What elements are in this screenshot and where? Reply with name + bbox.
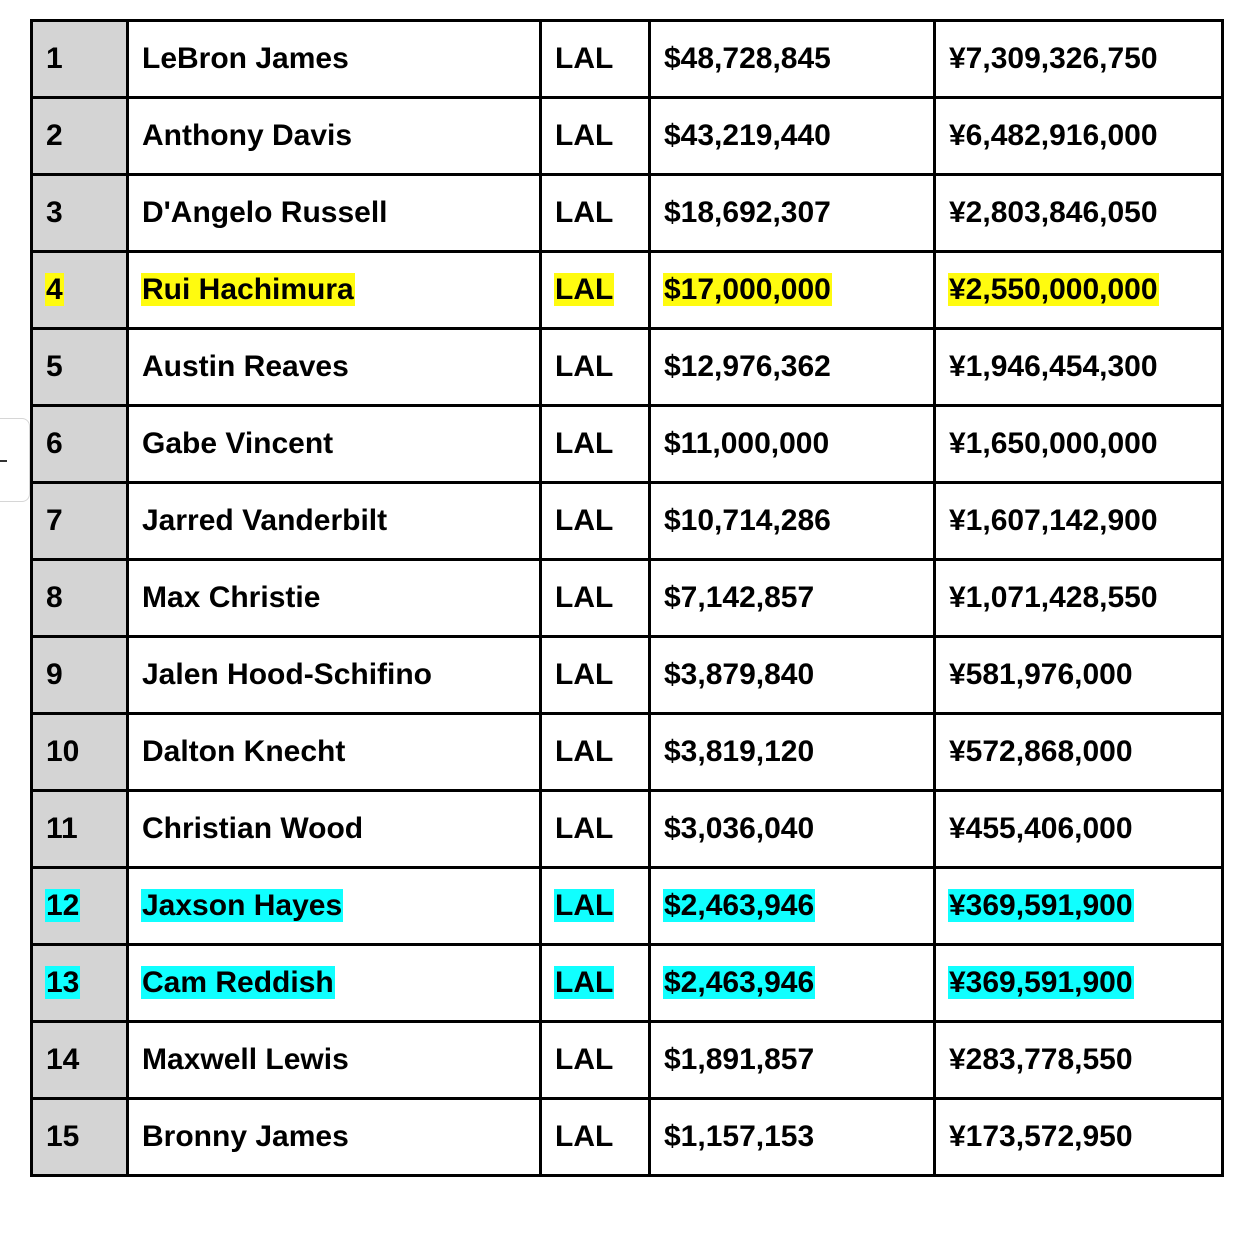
player-name-cell[interactable] xyxy=(128,98,541,175)
salary-usd-text: $7,142,857 xyxy=(664,581,815,614)
rank-text: 15 xyxy=(46,1120,80,1153)
team-text: LAL xyxy=(555,1043,614,1076)
salary-jpy-cell[interactable] xyxy=(935,406,1223,483)
player-name-text: Rui Hachimura xyxy=(142,273,354,306)
team-text: LAL xyxy=(555,581,614,614)
player-name-text: Dalton Knecht xyxy=(142,735,346,768)
team-cell[interactable] xyxy=(541,329,650,406)
player-name-cell[interactable] xyxy=(128,329,541,406)
player-name-text: Max Christie xyxy=(142,581,321,614)
salary-jpy-text: ¥369,591,900 xyxy=(949,889,1133,922)
player-name-text: Jaxson Hayes xyxy=(142,889,343,922)
rank-text: 5 xyxy=(46,350,63,383)
rank-text: 4 xyxy=(46,273,63,306)
rank-text: 8 xyxy=(46,581,63,614)
salary-jpy-text: ¥2,803,846,050 xyxy=(949,196,1158,229)
player-name-cell[interactable] xyxy=(128,1022,541,1099)
salary-usd-cell[interactable] xyxy=(650,1099,935,1176)
team-text: LAL xyxy=(555,504,614,537)
rank-text: 12 xyxy=(46,889,80,922)
team-text: LAL xyxy=(555,427,614,460)
salary-jpy-cell[interactable] xyxy=(935,98,1223,175)
salary-usd-text: $2,463,946 xyxy=(664,966,815,999)
team-cell[interactable] xyxy=(541,791,650,868)
team-text: LAL xyxy=(555,889,614,922)
table-row xyxy=(32,714,1223,791)
team-text: LAL xyxy=(555,658,614,691)
player-name-cell[interactable] xyxy=(128,1099,541,1176)
team-cell[interactable] xyxy=(541,637,650,714)
rank-text: 1 xyxy=(46,42,63,75)
table-row xyxy=(32,791,1223,868)
salary-usd-cell[interactable] xyxy=(650,175,935,252)
player-name-text: Jarred Vanderbilt xyxy=(142,504,388,537)
salary-usd-text: $18,692,307 xyxy=(664,196,831,229)
salary-jpy-text: ¥1,607,142,900 xyxy=(949,504,1158,537)
player-name-text: Jalen Hood-Schifino xyxy=(142,658,433,691)
player-name-cell[interactable] xyxy=(128,483,541,560)
rank-cell[interactable] xyxy=(32,483,128,560)
salary-usd-text: $12,976,362 xyxy=(664,350,831,383)
rank-text: 3 xyxy=(46,196,63,229)
rank-cell[interactable] xyxy=(32,791,128,868)
team-text: LAL xyxy=(555,119,614,152)
salary-usd-cell[interactable] xyxy=(650,329,935,406)
salary-usd-text: $17,000,000 xyxy=(664,273,831,306)
rank-cell[interactable] xyxy=(32,945,128,1022)
salary-jpy-cell[interactable] xyxy=(935,483,1223,560)
salary-jpy-text: ¥1,650,000,000 xyxy=(949,427,1158,460)
team-cell[interactable] xyxy=(541,98,650,175)
table-row xyxy=(32,1099,1223,1176)
salary-jpy-cell[interactable] xyxy=(935,791,1223,868)
table-row xyxy=(32,483,1223,560)
salary-jpy-text: ¥1,946,454,300 xyxy=(949,350,1158,383)
rank-cell[interactable] xyxy=(32,252,128,329)
rank-cell[interactable] xyxy=(32,1022,128,1099)
salary-usd-cell[interactable] xyxy=(650,252,935,329)
rank-text: 9 xyxy=(46,658,63,691)
table-row xyxy=(32,945,1223,1022)
rank-cell[interactable] xyxy=(32,98,128,175)
team-cell[interactable] xyxy=(541,945,650,1022)
rank-text: 14 xyxy=(46,1043,80,1076)
salary-jpy-cell[interactable] xyxy=(935,637,1223,714)
team-cell[interactable] xyxy=(541,714,650,791)
table-row xyxy=(32,98,1223,175)
rank-text: 11 xyxy=(46,812,78,845)
salary-jpy-cell[interactable] xyxy=(935,329,1223,406)
salary-jpy-cell[interactable] xyxy=(935,868,1223,945)
salary-jpy-text: ¥7,309,326,750 xyxy=(949,42,1158,75)
salary-jpy-text: ¥455,406,000 xyxy=(949,812,1133,845)
team-text: LAL xyxy=(555,966,614,999)
rank-text: 10 xyxy=(46,735,80,768)
salary-table-body xyxy=(32,21,1223,1176)
salary-jpy-cell[interactable] xyxy=(935,252,1223,329)
player-name-text: Austin Reaves xyxy=(142,350,349,383)
team-cell[interactable] xyxy=(541,252,650,329)
salary-jpy-cell[interactable] xyxy=(935,21,1223,98)
player-name-cell[interactable] xyxy=(128,252,541,329)
team-text: LAL xyxy=(555,735,614,768)
table-row xyxy=(32,868,1223,945)
table-row xyxy=(32,1022,1223,1099)
salary-jpy-cell[interactable] xyxy=(935,1099,1223,1176)
table-row xyxy=(32,252,1223,329)
rank-cell[interactable] xyxy=(32,637,128,714)
team-text: LAL xyxy=(555,196,614,229)
player-name-text: D'Angelo Russell xyxy=(142,196,388,229)
rank-cell[interactable] xyxy=(32,560,128,637)
salary-usd-text: $1,157,153 xyxy=(664,1120,815,1153)
salary-usd-text: $3,879,840 xyxy=(664,658,815,691)
team-cell[interactable] xyxy=(541,868,650,945)
player-name-text: Gabe Vincent xyxy=(142,427,334,460)
player-name-text: Bronny James xyxy=(142,1120,349,1153)
table-row xyxy=(32,329,1223,406)
salary-jpy-cell[interactable] xyxy=(935,945,1223,1022)
player-name-cell[interactable] xyxy=(128,560,541,637)
salary-usd-cell[interactable] xyxy=(650,714,935,791)
salary-jpy-text: ¥6,482,916,000 xyxy=(949,119,1158,152)
salary-usd-cell[interactable] xyxy=(650,945,935,1022)
player-name-cell[interactable] xyxy=(128,945,541,1022)
salary-usd-text: $1,891,857 xyxy=(664,1043,815,1076)
salary-jpy-text: ¥283,778,550 xyxy=(949,1043,1133,1076)
salary-usd-cell[interactable] xyxy=(650,406,935,483)
salary-usd-cell[interactable] xyxy=(650,1022,935,1099)
player-name-cell[interactable] xyxy=(128,406,541,483)
salary-usd-text: $3,036,040 xyxy=(664,812,815,845)
player-name-cell[interactable] xyxy=(128,175,541,252)
table-row xyxy=(32,406,1223,483)
rank-text: 2 xyxy=(46,119,63,152)
player-name-cell[interactable] xyxy=(128,714,541,791)
rank-cell[interactable] xyxy=(32,1099,128,1176)
table-row xyxy=(32,560,1223,637)
salary-usd-text: $11,000,000 xyxy=(664,427,830,460)
team-cell[interactable] xyxy=(541,406,650,483)
rank-cell[interactable] xyxy=(32,714,128,791)
table-row xyxy=(32,637,1223,714)
salary-usd-cell[interactable] xyxy=(650,560,935,637)
salary-jpy-text: ¥581,976,000 xyxy=(949,658,1133,691)
table-row xyxy=(32,175,1223,252)
salary-usd-cell[interactable] xyxy=(650,98,935,175)
salary-usd-cell[interactable] xyxy=(650,791,935,868)
player-name-text: LeBron James xyxy=(142,42,349,75)
player-name-text: Anthony Davis xyxy=(142,119,353,152)
team-cell[interactable] xyxy=(541,560,650,637)
salary-jpy-cell[interactable] xyxy=(935,175,1223,252)
team-text: LAL xyxy=(555,812,614,845)
rank-cell[interactable] xyxy=(32,175,128,252)
team-cell[interactable] xyxy=(541,21,650,98)
player-name-cell[interactable] xyxy=(128,868,541,945)
salary-jpy-text: ¥572,868,000 xyxy=(949,735,1133,768)
salary-usd-text: $10,714,286 xyxy=(664,504,831,537)
team-text: LAL xyxy=(555,42,614,75)
salary-usd-cell[interactable] xyxy=(650,637,935,714)
team-cell[interactable] xyxy=(541,1022,650,1099)
rank-text: 6 xyxy=(46,427,63,460)
salary-jpy-text: ¥173,572,950 xyxy=(949,1120,1133,1153)
player-name-text: Maxwell Lewis xyxy=(142,1043,349,1076)
salary-usd-text: $43,219,440 xyxy=(664,119,831,152)
rank-text: 7 xyxy=(46,504,63,537)
salary-jpy-cell[interactable] xyxy=(935,1022,1223,1099)
rank-cell[interactable] xyxy=(32,406,128,483)
salary-usd-text: $48,728,845 xyxy=(664,42,831,75)
rank-cell[interactable] xyxy=(32,21,128,98)
collapse-dash-icon xyxy=(0,460,7,462)
team-text: LAL xyxy=(555,273,614,306)
salary-jpy-text: ¥1,071,428,550 xyxy=(949,581,1158,614)
team-text: LAL xyxy=(555,1120,614,1153)
salary-usd-cell[interactable] xyxy=(650,483,935,560)
salary-jpy-cell[interactable] xyxy=(935,714,1223,791)
team-cell[interactable] xyxy=(541,175,650,252)
player-name-cell[interactable] xyxy=(128,791,541,868)
salary-jpy-text: ¥369,591,900 xyxy=(949,966,1133,999)
salary-usd-text: $2,463,946 xyxy=(664,889,815,922)
team-cell[interactable] xyxy=(541,1099,650,1176)
player-name-text: Christian Wood xyxy=(142,812,364,845)
player-name-cell[interactable] xyxy=(128,21,541,98)
rank-text: 13 xyxy=(46,966,80,999)
salary-usd-cell[interactable] xyxy=(650,868,935,945)
player-name-cell[interactable] xyxy=(128,637,541,714)
table-row xyxy=(32,21,1223,98)
team-text: LAL xyxy=(555,350,614,383)
salary-jpy-text: ¥2,550,000,000 xyxy=(949,273,1158,306)
salary-usd-text: $3,819,120 xyxy=(664,735,815,768)
salary-usd-cell[interactable] xyxy=(650,21,935,98)
player-name-text: Cam Reddish xyxy=(142,966,334,999)
team-cell[interactable] xyxy=(541,483,650,560)
rank-cell[interactable] xyxy=(32,329,128,406)
salary-table xyxy=(30,19,1224,1177)
rank-cell[interactable] xyxy=(32,868,128,945)
salary-jpy-cell[interactable] xyxy=(935,560,1223,637)
